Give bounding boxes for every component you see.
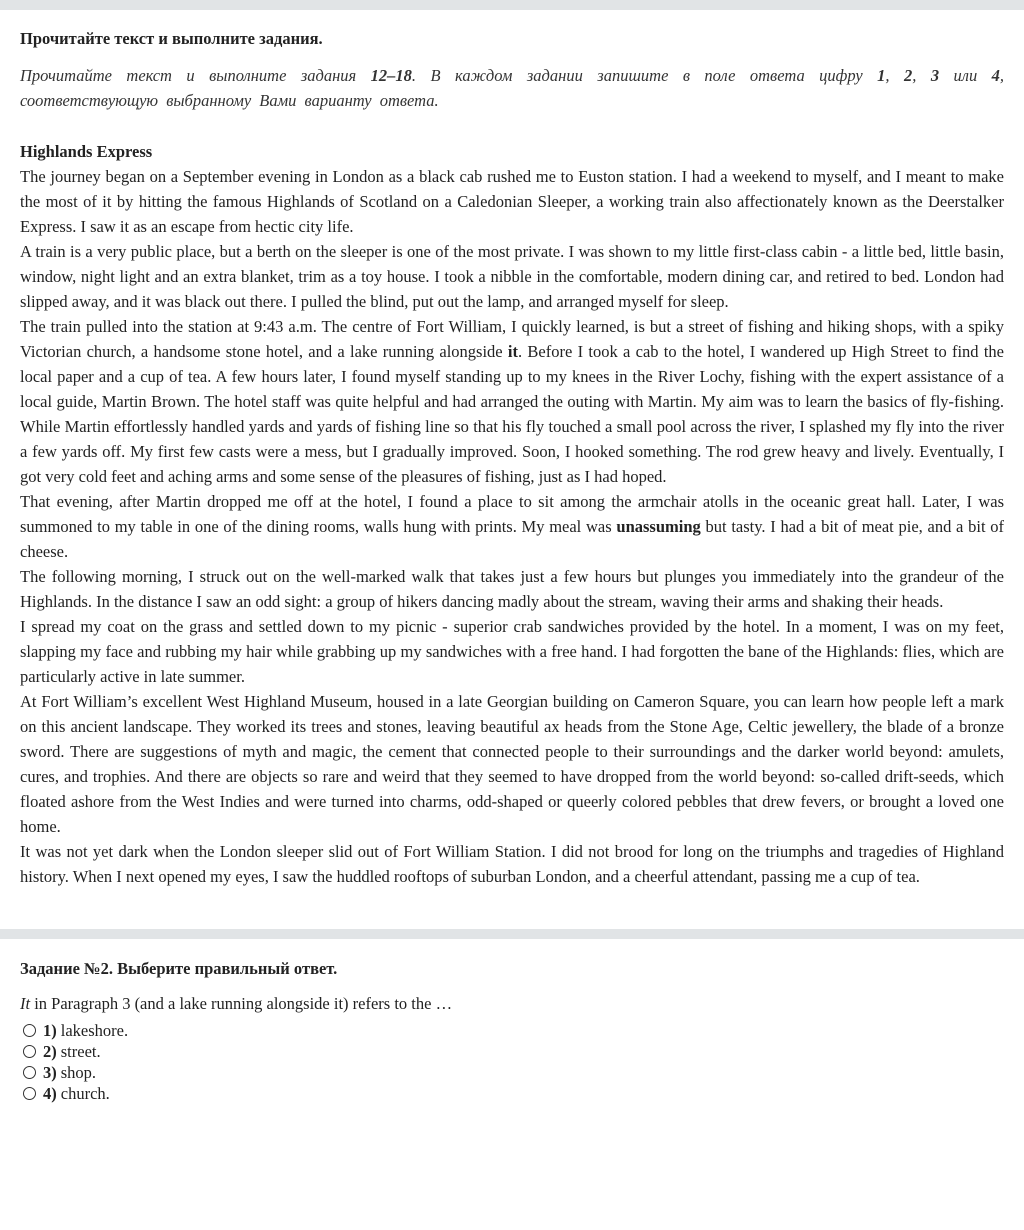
option-number: 2)	[43, 1042, 57, 1061]
section-title: Прочитайте текст и выполните задания.	[20, 29, 323, 48]
option-label: church.	[60, 1084, 110, 1103]
question-rest: in Paragraph 3 (and a lake running alongside it) refers to the …	[30, 994, 453, 1013]
text-title: Highlands Express	[20, 142, 153, 161]
instr-range: 12–18	[370, 66, 412, 85]
option-number: 1)	[43, 1021, 57, 1040]
radio-button[interactable]	[23, 1045, 36, 1058]
question-section	[0, 959, 1024, 1104]
question-title: Задание №2. Выберите правильный ответ.	[20, 959, 338, 978]
paragraph-text: . Before I took a cab to the hotel, I wandered up High Street to find the local paper and a cup of tea. A few hours later, I found myself standing up to my knees in the River Lochy, fishing with the expert assistance of a local guide, Martin Brown. The hotel staff was quite helpful and had arranged the outing with Martin. My aim was to learn the basics of fly-fishing. While Martin effortlessly handled yards and yards of fishing line so that his fly touched a small pool across the river, I splashed my fly into the river a few yards off. My first few casts were a mess, but I gradually improved. Soon, I hooked something. The rod grew heavy and lively. Eventually, I got very cold feet and aching arms and some sense of the pleasures of fishing, just as I had hoped.	[20, 342, 1005, 486]
question-subject: It	[20, 994, 31, 1013]
paragraph	[20, 614, 1004, 689]
paragraph-text: I spread my coat on the grass and settled down to my picnic - superior crab sandwiches provided by the hotel. In a moment, I was on my feet, slapping my face and rubbing my hair while grabbing up my sandwiches with a free hand. I had forgotten the bane of the Highlands: flies, which are particularly active in late summer.	[20, 617, 1004, 686]
paragraph	[20, 839, 1004, 889]
instr-num: 3	[930, 66, 940, 85]
paragraph	[20, 239, 1004, 314]
answer-option-1[interactable]	[20, 1020, 1004, 1041]
reading-section	[0, 29, 1024, 929]
text-body	[20, 164, 1004, 889]
instr-num: 2	[903, 66, 913, 85]
highlighted-word: unassuming	[616, 517, 701, 536]
instr-num: 1	[877, 66, 886, 85]
instr-sep: ,	[912, 66, 931, 85]
radio-button[interactable]	[23, 1066, 36, 1079]
answer-option-4[interactable]	[20, 1083, 1004, 1104]
question-text	[20, 994, 1004, 1014]
instr-num: 4	[991, 66, 1000, 85]
radio-button[interactable]	[23, 1087, 36, 1100]
answer-options	[20, 1020, 1004, 1104]
option-label: lakeshore.	[60, 1021, 129, 1040]
top-separator	[0, 0, 1024, 10]
paragraph-text: It was not yet dark when the London sleeper slid out of Fort William Station. I did not brood for long on the triumphs and tragedies of Highland history. When I next opened my eyes, I saw the huddled rooftops of suburban London, and a cheerful attendant, passing me a cup of tea.	[20, 842, 1004, 886]
section-separator	[0, 929, 1024, 939]
paragraph	[20, 314, 1004, 489]
paragraph	[20, 564, 1004, 614]
paragraph	[20, 489, 1004, 564]
paragraph-text: The train pulled into the station at 9:43 a.m. The centre of Fort William, I quickly learned, is but a street of fishing and hiking shops, with a spiky Victorian church, a handsome stone hotel, and a lake running alongside	[20, 317, 1004, 361]
paragraph	[20, 689, 1004, 839]
answer-option-3[interactable]	[20, 1062, 1004, 1083]
highlighted-word: it	[507, 342, 518, 361]
option-label: shop.	[60, 1063, 97, 1082]
instr-sep: ,	[885, 66, 904, 85]
instr-text: Прочитайте текст и выполните задания	[20, 66, 371, 85]
paragraph-text: That evening, after Martin dropped me off at the hotel, I found a place to sit among the armchair atolls in the oceanic great hall. Later, I was summoned to my table in one of the dining rooms, walls hung with prints. My meal was	[20, 492, 1004, 536]
paragraph	[20, 164, 1004, 239]
paragraph-text: The following morning, I struck out on the well-marked walk that takes just a few hours but plunges you immediately into the grandeur of the Highlands. In the distance I saw an odd sight: a group of hikers dancing madly about the stream, waving their arms and shaking their heads.	[20, 567, 1004, 611]
option-number: 3)	[43, 1063, 57, 1082]
instr-text: . В каждом задании запишите в поле ответа цифру	[411, 66, 878, 85]
answer-option-2[interactable]	[20, 1041, 1004, 1062]
instr-text: или	[939, 66, 992, 85]
option-number: 4)	[43, 1084, 57, 1103]
paragraph-text: The journey began on a September evening in London as a black cab rushed me to Euston station. I had a weekend to myself, and I meant to make the most of it by hitting the famous Highlands of Scotland on a Caledonian Sleeper, a working train also affectionately known as the Deerstalker Express. I saw it as an escape from hectic city life.	[20, 167, 1004, 236]
paragraph-text: but tasty. I had a bit of meat pie, and a bit of cheese.	[20, 517, 1004, 561]
instructions	[20, 63, 1004, 113]
paragraph-text: At Fort William’s excellent West Highland Museum, housed in a late Georgian building on Cameron Square, you can learn how people left a mark on this ancient landscape. They worked its trees and stones, leaving beautiful ax heads from the Stone Age, Celtic jewellery, the blade of a bronze sword. There are suggestions of myth and magic, the cement that connected people to their surroundings and the darker world beyond: amulets, cures, and trophies. And there are objects so rare and weird that they seemed to have dropped from the world beyond: so-called drift-seeds, which floated ashore from the West Indies and were turned into charms, odd-shaped or queerly colored pebbles that drew fevers, or brought a loved one home.	[20, 692, 1004, 836]
paragraph-text: A train is a very public place, but a berth on the sleeper is one of the most private. I was shown to my little first-class cabin - a little bed, little basin, window, night light and an extra blanket, trim as a toy house. I took a nibble in the comfortable, modern dining car, and retired to bed. London had slipped away, and it was black out there. I pulled the blind, put out the lamp, and arranged myself for sleep.	[20, 242, 1004, 311]
option-label: street.	[60, 1042, 101, 1061]
radio-button[interactable]	[23, 1024, 36, 1037]
instr-text: , соответствующую выбранному Вами варианту ответа.	[20, 66, 1005, 110]
